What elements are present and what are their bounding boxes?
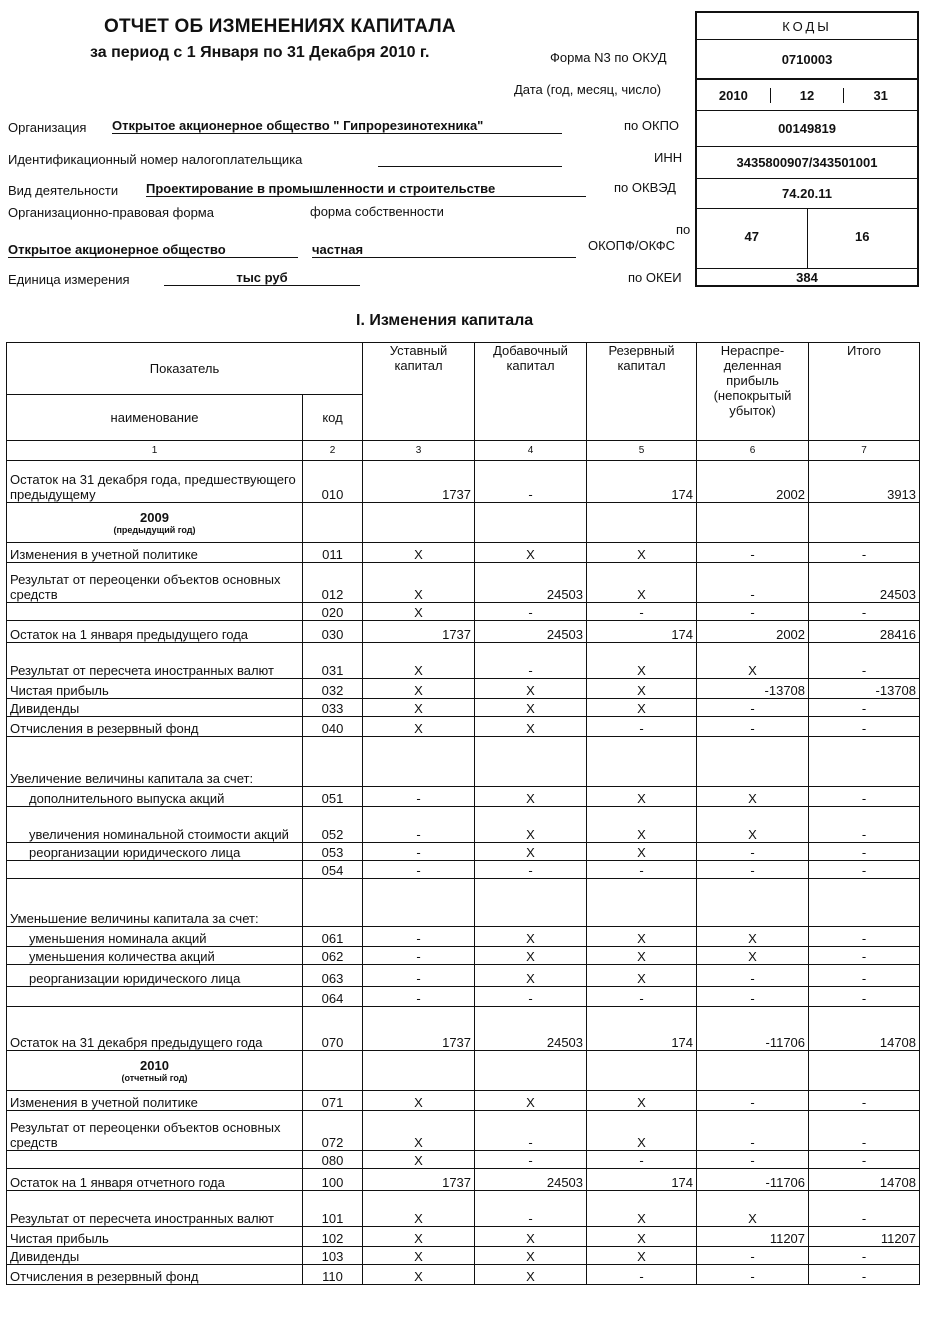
row-code: 070 [303,1007,363,1051]
authorized-capital-cell: X [363,679,475,699]
additional-capital-cell: X [475,699,587,717]
reserve-capital-cell: 174 [587,621,697,643]
col-number: 3 [363,441,475,461]
inn-label: ИНН [654,150,683,165]
table-row [7,461,920,503]
reserve-capital-cell: 174 [587,461,697,503]
retained-earnings-cell: - [697,543,809,563]
date-label: Дата (год, месяц, число) [514,82,662,97]
table-row [7,1151,920,1169]
empty-cell [587,1051,697,1091]
row-name: реорганизации юридического лица [7,965,303,987]
table-row [7,927,920,947]
header-additional-capital: Добавочный капитал [475,343,587,441]
unit-label: Единица измерения [8,272,130,287]
okopf-label-2: ОКОПФ/ОКФС [588,238,676,253]
row-code: 032 [303,679,363,699]
inn-label-text: Идентификационный номер налогоплательщика [8,152,303,167]
row-code: 102 [303,1227,363,1247]
table-row [7,843,920,861]
row-name: Результат от переоценки объектов основных средств [7,1111,303,1151]
row-name: уменьшения количества акций [7,947,303,965]
reserve-capital-cell: 174 [587,1169,697,1191]
activity-label: Вид деятельности [8,183,119,198]
additional-capital-cell: X [475,843,587,861]
reserve-capital-cell: X [587,965,697,987]
empty-cell [363,1051,475,1091]
row-code: 110 [303,1265,363,1285]
row-name: Результат от пересчета иностранных валют [7,1191,303,1227]
retained-earnings-cell: -11706 [697,1007,809,1051]
authorized-capital-cell: X [363,563,475,603]
additional-capital-cell: - [475,603,587,621]
row-code: 053 [303,843,363,861]
retained-earnings-cell: X [697,947,809,965]
total-cell: - [809,1265,920,1285]
legal-form-label: Организационно-правовая форма [8,205,214,220]
retained-earnings-cell: X [697,1191,809,1227]
table-row [7,543,920,563]
col-number: 7 [809,441,920,461]
header-name: наименование [7,395,303,441]
authorized-capital-cell [363,737,475,787]
year-sublabel: (отчетный год) [121,1073,188,1083]
empty-cell [363,503,475,543]
col-number: 5 [587,441,697,461]
header-code: код [303,395,363,441]
total-cell: - [809,987,920,1007]
row-name: Отчисления в резервный фонд [7,1265,303,1285]
total-cell: - [809,1091,920,1111]
row-name: Дивиденды [7,699,303,717]
retained-earnings-cell: X [697,927,809,947]
col-number: 2 [303,441,363,461]
table-row [7,861,920,879]
reserve-capital-cell: X [587,543,697,563]
retained-earnings-cell: - [697,603,809,621]
table-row [7,699,920,717]
total-cell: - [809,603,920,621]
total-cell: - [809,717,920,737]
additional-capital-cell: - [475,643,587,679]
reserve-capital-cell: 174 [587,1007,697,1051]
retained-earnings-cell: -11706 [697,1169,809,1191]
header-authorized-capital: Уставный капитал [363,343,475,441]
additional-capital-cell: X [475,1265,587,1285]
table-row [7,1191,920,1227]
reserve-capital-cell: X [587,1247,697,1265]
table-row [7,807,920,843]
authorized-capital-cell: - [363,843,475,861]
total-cell: - [809,807,920,843]
authorized-capital-cell: X [363,603,475,621]
row-name: реорганизации юридического лица [7,843,303,861]
codes-title: КОДЫ [697,13,917,40]
additional-capital-cell: X [475,947,587,965]
year-label: 2010 [140,1058,169,1073]
additional-capital-cell: X [475,807,587,843]
reserve-capital-cell: X [587,563,697,603]
retained-earnings-cell: 2002 [697,461,809,503]
row-name: Результат от переоценки объектов основных средств [7,563,303,603]
row-code: 072 [303,1111,363,1151]
total-cell: - [809,787,920,807]
date-month: 12 [771,88,845,103]
additional-capital-cell [475,879,587,927]
row-name: Изменения в учетной политике [7,1091,303,1111]
org-value: Открытое акционерное общество " Гипрорезинотехника" [112,118,562,134]
row-code: 012 [303,563,363,603]
col-number: 4 [475,441,587,461]
row-name: Остаток на 1 января отчетного года [7,1169,303,1191]
reserve-capital-cell: - [587,1151,697,1169]
okopf-label-1: по [676,222,691,237]
row-name: Изменения в учетной политике [7,543,303,563]
row-code: 020 [303,603,363,621]
row-name: Результат от пересчета иностранных валют [7,643,303,679]
row-code: 030 [303,621,363,643]
reserve-capital-cell: X [587,947,697,965]
authorized-capital-cell: X [363,1265,475,1285]
additional-capital-cell: X [475,1227,587,1247]
total-cell: - [809,947,920,965]
reserve-capital-cell: X [587,843,697,861]
retained-earnings-cell: X [697,787,809,807]
okei-label: по ОКЕИ [628,270,682,285]
row-name: уменьшения номинала акций [7,927,303,947]
authorized-capital-cell: - [363,807,475,843]
row-name: Уменьшение величины капитала за счет: [7,879,303,927]
okopf-codes [697,209,917,269]
empty-cell [697,1051,809,1091]
empty-cell [809,1051,920,1091]
row-code [303,879,363,927]
row-code: 051 [303,787,363,807]
authorized-capital-cell: X [363,1111,475,1151]
row-code: 071 [303,1091,363,1111]
row-name [7,987,303,1007]
retained-earnings-cell: - [697,861,809,879]
table-row [7,1007,920,1051]
year-cell [7,1051,303,1091]
additional-capital-cell: 24503 [475,1169,587,1191]
table-row [7,987,920,1007]
retained-earnings-cell: - [697,717,809,737]
additional-capital-cell: - [475,987,587,1007]
row-code: 031 [303,643,363,679]
authorized-capital-cell: - [363,947,475,965]
total-cell: - [809,543,920,563]
reserve-capital-cell: - [587,717,697,737]
additional-capital-cell: X [475,679,587,699]
row-name: дополнительного выпуска акций [7,787,303,807]
table-row [7,787,920,807]
year-cell [7,503,303,543]
reserve-capital-cell: X [587,699,697,717]
authorized-capital-cell: X [363,1247,475,1265]
okfs-code: 16 [855,229,870,244]
row-code: 064 [303,987,363,1007]
total-cell: - [809,927,920,947]
retained-earnings-cell: - [697,987,809,1007]
additional-capital-cell: - [475,1191,587,1227]
additional-capital-cell: 24503 [475,1007,587,1051]
table-row [7,1169,920,1191]
empty-cell [587,503,697,543]
row-name: Увеличение величины капитала за счет: [7,737,303,787]
authorized-capital-cell: X [363,1151,475,1169]
okpo-label: по ОКПО [624,118,680,133]
total-cell: 28416 [809,621,920,643]
empty-cell [303,1051,363,1091]
authorized-capital-cell: X [363,1227,475,1247]
total-cell: - [809,1111,920,1151]
total-cell: -13708 [809,679,920,699]
row-name [7,861,303,879]
reserve-capital-cell: X [587,679,697,699]
header-retained-earnings: Нераспре-деленная прибыль (непокрытый убыток) [697,343,809,441]
authorized-capital-cell [363,879,475,927]
date-year: 2010 [697,88,771,103]
empty-cell [697,503,809,543]
reserve-capital-cell [587,737,697,787]
table-row [7,621,920,643]
year-sublabel: (предыдущий год) [113,525,196,535]
header-indicator: Показатель [7,343,363,395]
table-row [7,603,920,621]
header-reserve-capital: Резервный капитал [587,343,697,441]
authorized-capital-cell: 1737 [363,621,475,643]
row-code: 063 [303,965,363,987]
row-code [303,737,363,787]
authorized-capital-cell: X [363,717,475,737]
row-code: 040 [303,717,363,737]
total-cell: - [809,1191,920,1227]
row-code: 033 [303,699,363,717]
retained-earnings-cell: - [697,1091,809,1111]
unit-value: тыс руб [164,270,360,286]
retained-earnings-cell: - [697,965,809,987]
retained-earnings-cell: -13708 [697,679,809,699]
total-cell: 3913 [809,461,920,503]
reserve-capital-cell: - [587,1265,697,1285]
inn-line [378,150,562,167]
total-cell: - [809,1151,920,1169]
retained-earnings-cell: X [697,643,809,679]
reserve-capital-cell: - [587,987,697,1007]
authorized-capital-cell: - [363,965,475,987]
table-row [7,717,920,737]
row-name: Остаток на 1 января предыдущего года [7,621,303,643]
row-name: Дивиденды [7,1247,303,1265]
inn-code: 3435800907/343501001 [697,147,917,179]
authorized-capital-cell: X [363,543,475,563]
total-cell: 14708 [809,1169,920,1191]
authorized-capital-cell: X [363,699,475,717]
row-name [7,1151,303,1169]
additional-capital-cell: X [475,1091,587,1111]
row-code: 101 [303,1191,363,1227]
year-label: 2009 [140,510,169,525]
okved-label: по ОКВЭД [614,180,676,195]
ownership-label: форма собственности [310,204,444,219]
row-code: 061 [303,927,363,947]
retained-earnings-cell [697,879,809,927]
additional-capital-cell: - [475,1111,587,1151]
reserve-capital-cell: X [587,1191,697,1227]
additional-capital-cell: - [475,1151,587,1169]
retained-earnings-cell: - [697,699,809,717]
retained-earnings-cell: X [697,807,809,843]
table-row [7,1227,920,1247]
total-cell: - [809,861,920,879]
authorized-capital-cell: - [363,861,475,879]
total-cell: - [809,843,920,861]
year-row [7,503,920,543]
header-total: Итого [809,343,920,441]
legal-form-value: Открытое акционерное общество [8,242,298,258]
reserve-capital-cell: X [587,787,697,807]
reserve-capital-cell: X [587,927,697,947]
row-name: Чистая прибыль [7,1227,303,1247]
table-row [7,1265,920,1285]
additional-capital-cell: X [475,787,587,807]
additional-capital-cell: X [475,927,587,947]
retained-earnings-cell: 11207 [697,1227,809,1247]
total-cell: - [809,965,920,987]
total-cell: - [809,643,920,679]
table-row [7,947,920,965]
row-code: 011 [303,543,363,563]
row-name: Отчисления в резервный фонд [7,717,303,737]
additional-capital-cell [475,737,587,787]
year-row [7,1051,920,1091]
table-row [7,1111,920,1151]
table-row [7,879,920,927]
reserve-capital-cell: - [587,603,697,621]
additional-capital-cell: 24503 [475,563,587,603]
authorized-capital-cell: X [363,1191,475,1227]
row-name: увеличения номинальной стоимости акций [7,807,303,843]
total-cell [809,737,920,787]
col-number: 6 [697,441,809,461]
reserve-capital-cell: X [587,643,697,679]
retained-earnings-cell: - [697,563,809,603]
authorized-capital-cell: 1737 [363,461,475,503]
total-cell: 24503 [809,563,920,603]
total-cell [809,879,920,927]
retained-earnings-cell: - [697,1111,809,1151]
authorized-capital-cell: 1737 [363,1169,475,1191]
date-day: 31 [873,87,888,103]
row-code: 103 [303,1247,363,1265]
additional-capital-cell: 24503 [475,621,587,643]
table-row [7,643,920,679]
date-codes [697,80,917,111]
additional-capital-cell: X [475,1247,587,1265]
row-name: Остаток на 31 декабря предыдущего года [7,1007,303,1051]
table-row [7,1247,920,1265]
additional-capital-cell: - [475,861,587,879]
codes-box [695,11,919,287]
reserve-capital-cell: - [587,861,697,879]
row-code: 052 [303,807,363,843]
reserve-capital-cell: X [587,807,697,843]
row-code: 054 [303,861,363,879]
additional-capital-cell: X [475,543,587,563]
additional-capital-cell: - [475,461,587,503]
row-name: Остаток на 31 декабря года, предшествующего предыдущему [7,461,303,503]
table-row [7,965,920,987]
okei-code: 384 [796,269,818,285]
table-row [7,1091,920,1111]
okopf-code: 47 [697,209,808,268]
activity-value: Проектирование в промышленности и строительстве [146,181,586,197]
col-number: 1 [7,441,303,461]
total-cell: 14708 [809,1007,920,1051]
org-label: Организация [8,120,87,135]
ownership-value: частная [312,242,576,258]
total-cell: - [809,1247,920,1265]
reserve-capital-cell: X [587,1111,697,1151]
reserve-capital-cell: X [587,1091,697,1111]
okpo-code: 00149819 [697,111,917,147]
retained-earnings-cell: - [697,843,809,861]
row-name [7,603,303,621]
authorized-capital-cell: - [363,927,475,947]
authorized-capital-cell: - [363,987,475,1007]
retained-earnings-cell: 2002 [697,621,809,643]
total-cell: 11207 [809,1227,920,1247]
authorized-capital-cell: X [363,643,475,679]
report-title: ОТЧЕТ ОБ ИЗМЕНЕНИЯХ КАПИТАЛА [104,16,456,37]
authorized-capital-cell: 1737 [363,1007,475,1051]
row-code: 062 [303,947,363,965]
capital-changes-table [6,342,920,1285]
table-row [7,679,920,699]
reserve-capital-cell [587,879,697,927]
report-period: за период с 1 Января по 31 Декабря 2010 г. [90,44,430,61]
empty-cell [303,503,363,543]
row-code: 080 [303,1151,363,1169]
row-name: Чистая прибыль [7,679,303,699]
empty-cell [475,1051,587,1091]
row-code: 100 [303,1169,363,1191]
additional-capital-cell: X [475,965,587,987]
okved-code: 74.20.11 [697,179,917,209]
table-row [7,563,920,603]
authorized-capital-cell: - [363,787,475,807]
table-body [7,461,920,1285]
row-code: 010 [303,461,363,503]
okud-code: 0710003 [697,40,917,80]
retained-earnings-cell: - [697,1247,809,1265]
additional-capital-cell: X [475,717,587,737]
empty-cell [809,503,920,543]
table-row [7,737,920,787]
form-label: Форма N3 по ОКУД [550,50,667,65]
section-title: I. Изменения капитала [356,312,534,329]
empty-cell [475,503,587,543]
authorized-capital-cell: X [363,1091,475,1111]
retained-earnings-cell [697,737,809,787]
reserve-capital-cell: X [587,1227,697,1247]
total-cell: - [809,699,920,717]
retained-earnings-cell: - [697,1265,809,1285]
retained-earnings-cell: - [697,1151,809,1169]
